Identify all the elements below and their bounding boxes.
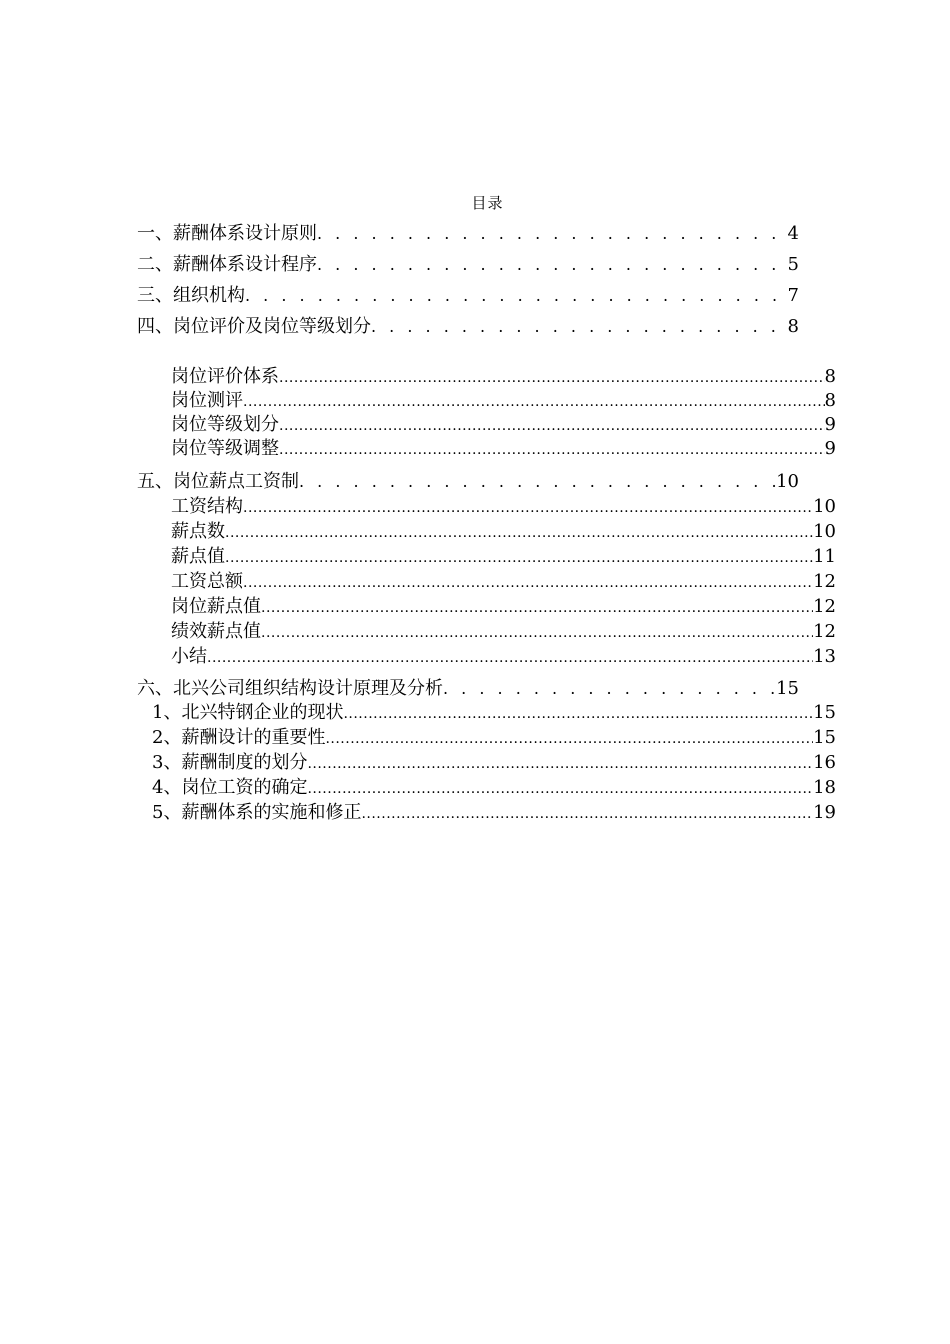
toc-leader bbox=[317, 221, 788, 247]
toc-entry[interactable] bbox=[137, 252, 799, 278]
toc-entry-page: 10 bbox=[776, 471, 799, 492]
toc-leader bbox=[307, 752, 813, 776]
toc-entry-page: 10 bbox=[813, 521, 836, 542]
toc-entry-page: 8 bbox=[787, 316, 799, 337]
toc-entry-label: 4、岗位工资的确定 bbox=[152, 777, 308, 798]
toc-leader bbox=[225, 521, 813, 545]
toc-entry-label: 岗位薪点值 bbox=[171, 596, 261, 617]
toc-leader bbox=[279, 366, 825, 390]
toc-entry[interactable] bbox=[137, 469, 799, 495]
toc-subentry[interactable] bbox=[152, 776, 836, 800]
toc-entry-page: 18 bbox=[813, 777, 836, 798]
toc-leader bbox=[261, 596, 813, 620]
toc-entry-page: 12 bbox=[813, 596, 836, 617]
toc-entry-page: 15 bbox=[813, 727, 836, 748]
toc-entry-label: 工资结构 bbox=[171, 496, 243, 517]
toc-entry-number: 三、 bbox=[137, 285, 173, 306]
toc-leader bbox=[307, 777, 813, 801]
toc-entry-label: 岗位评价体系 bbox=[171, 366, 279, 387]
toc-leader bbox=[243, 390, 825, 414]
toc-entry-label: 岗位测评 bbox=[171, 390, 243, 411]
toc-leader bbox=[279, 438, 825, 462]
toc-entry-label: 绩效薪点值 bbox=[171, 621, 261, 642]
toc-leader bbox=[325, 727, 813, 751]
toc-entry[interactable] bbox=[137, 676, 799, 702]
toc-entry-page: 8 bbox=[824, 366, 836, 387]
toc-entry-label: 1、北兴特钢企业的现状 bbox=[152, 702, 344, 723]
toc-leader bbox=[225, 546, 813, 570]
toc-entry-label: 岗位等级调整 bbox=[171, 438, 279, 459]
toc-entry-page: 4 bbox=[787, 223, 799, 244]
toc-subentry[interactable] bbox=[152, 726, 836, 750]
toc-entry-label: 2、薪酬设计的重要性 bbox=[152, 727, 326, 748]
toc-entry-page: 10 bbox=[813, 496, 836, 517]
toc-leader bbox=[279, 414, 825, 438]
toc-subentry[interactable] bbox=[171, 413, 836, 437]
toc-title: 目录 bbox=[471, 194, 504, 212]
toc-entry-page: 15 bbox=[776, 678, 799, 699]
toc-subentry[interactable] bbox=[152, 701, 836, 725]
toc-entry-label: 薪酬体系设计原则 bbox=[173, 223, 317, 244]
toc-entry-number: 二、 bbox=[137, 254, 173, 275]
toc-entry-page: 11 bbox=[813, 546, 836, 567]
toc-leader bbox=[443, 676, 776, 702]
toc-entry-label: 岗位评价及岗位等级划分 bbox=[173, 316, 371, 337]
toc-subentry[interactable] bbox=[171, 365, 836, 389]
toc-subentry[interactable] bbox=[171, 645, 836, 669]
toc-entry-label: 3、薪酬制度的划分 bbox=[152, 752, 308, 773]
toc-entry-page: 16 bbox=[813, 752, 836, 773]
toc-subentry[interactable] bbox=[171, 595, 836, 619]
toc-leader bbox=[299, 469, 776, 495]
toc-entry-label: 组织机构 bbox=[173, 285, 245, 306]
toc-entry-label: 北兴公司组织结构设计原理及分析 bbox=[173, 678, 443, 699]
toc-entry-label: 工资总额 bbox=[171, 571, 243, 592]
toc-subentry[interactable] bbox=[152, 751, 836, 775]
toc-leader bbox=[261, 621, 813, 645]
toc-entry-page: 13 bbox=[813, 646, 836, 667]
toc-subentry[interactable] bbox=[171, 620, 836, 644]
toc-entry-label: 薪酬体系设计程序 bbox=[173, 254, 317, 275]
toc-entry-page: 5 bbox=[787, 254, 799, 275]
toc-entry-number: 六、 bbox=[137, 678, 173, 699]
toc-entry-page: 12 bbox=[813, 621, 836, 642]
toc-subentry[interactable] bbox=[171, 520, 836, 544]
toc-leader bbox=[371, 314, 788, 340]
toc-entry[interactable] bbox=[137, 283, 799, 309]
toc-leader bbox=[343, 702, 813, 726]
toc-entry-label: 薪点数 bbox=[171, 521, 225, 542]
toc-entry-label: 薪点值 bbox=[171, 546, 225, 567]
toc-leader bbox=[317, 252, 788, 278]
toc-entry-number: 五、 bbox=[137, 471, 173, 492]
toc-entry-page: 19 bbox=[813, 802, 836, 823]
toc-leader bbox=[243, 496, 813, 520]
toc-subentry[interactable] bbox=[171, 437, 836, 461]
toc-entry-label: 小结 bbox=[171, 646, 207, 667]
toc-entry-page: 7 bbox=[787, 285, 799, 306]
toc-leader bbox=[361, 802, 813, 826]
toc-entry-number: 一、 bbox=[137, 223, 173, 244]
toc-entry[interactable] bbox=[137, 221, 799, 247]
toc-entry-label: 岗位薪点工资制 bbox=[173, 471, 299, 492]
toc-entry-label: 岗位等级划分 bbox=[171, 414, 279, 435]
toc-entry-page: 9 bbox=[824, 438, 836, 459]
toc-entry-page: 9 bbox=[824, 414, 836, 435]
toc-entry-page: 12 bbox=[813, 571, 836, 592]
toc-subentry[interactable] bbox=[171, 495, 836, 519]
toc-entry[interactable] bbox=[137, 314, 799, 340]
toc-subentry[interactable] bbox=[152, 801, 836, 825]
toc-leader bbox=[245, 283, 788, 309]
toc-leader bbox=[207, 646, 813, 670]
toc-entry-label: 5、薪酬体系的实施和修正 bbox=[152, 802, 362, 823]
toc-subentry[interactable] bbox=[171, 570, 836, 594]
toc-leader bbox=[243, 571, 813, 595]
toc-entry-page: 15 bbox=[813, 702, 836, 723]
toc-subentry[interactable] bbox=[171, 545, 836, 569]
toc-subentry[interactable] bbox=[171, 389, 836, 413]
toc-entry-number: 四、 bbox=[137, 316, 173, 337]
toc-entry-page: 8 bbox=[824, 390, 836, 411]
